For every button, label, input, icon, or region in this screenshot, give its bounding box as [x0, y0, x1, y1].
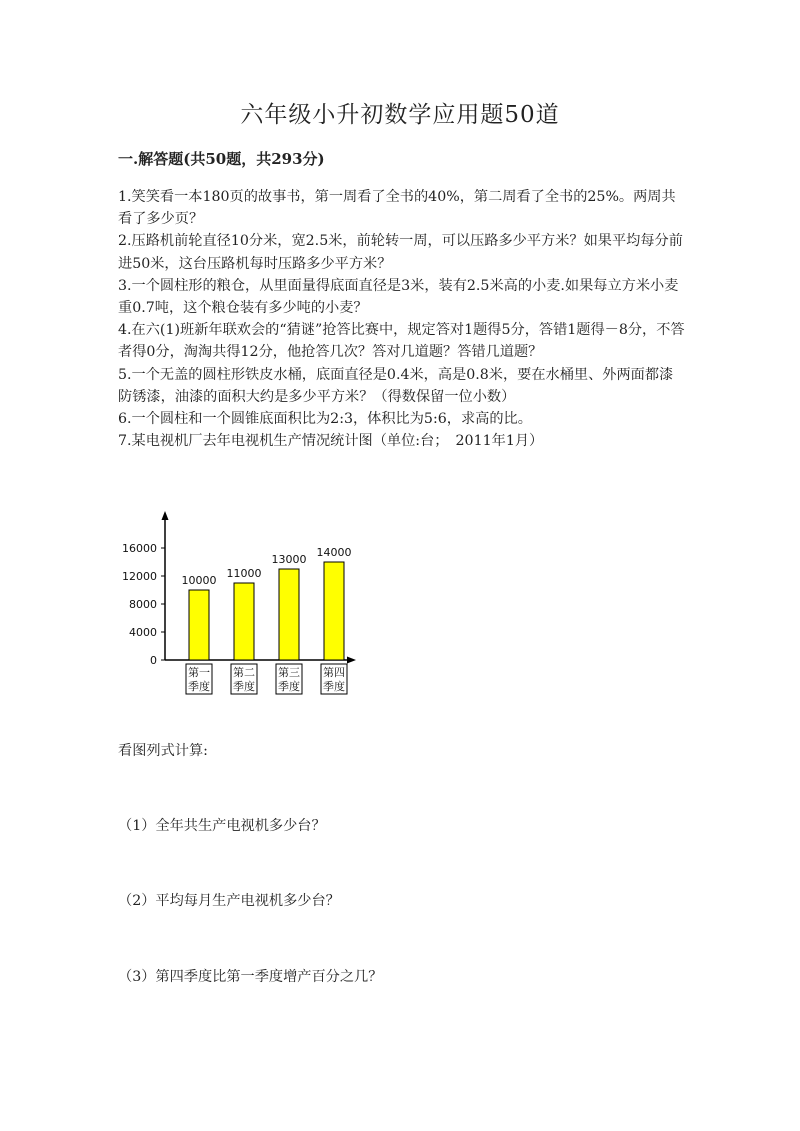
category-label: 第四: [323, 666, 345, 679]
y-tick-label: 8000: [129, 598, 157, 611]
problem-7: 7.某电视机厂去年电视机生产情况统计图（单位:台； 2011年1月）: [118, 433, 544, 450]
bar: [324, 562, 344, 660]
bar: [234, 583, 254, 660]
question-1: （1）全年共生产电视机多少台？: [118, 818, 326, 834]
y-tick-label: 12000: [122, 570, 157, 583]
bar: [189, 590, 209, 660]
category-label: 季度: [233, 680, 255, 693]
bar-value-label: 11000: [226, 567, 262, 580]
bar-value-label: 14000: [316, 546, 352, 559]
bar-chart: [118, 505, 368, 705]
category-label: 第三: [278, 666, 300, 679]
x-axis-arrow: [347, 657, 356, 664]
problem-4: 4.在六(1)班新年联欢会的“猜谜”抢答比赛中，规定答对1题得5分，答错1题得－8分，不答者得0分，淘淘共得12分，他抢答几次？答对几道题？答错几道题？: [118, 322, 685, 361]
question-2: （2）平均每月生产电视机多少台？: [118, 893, 340, 909]
category-label: 第一: [188, 666, 210, 679]
problem-3: 3.一个圆柱形的粮仓，从里面量得底面直径是3米，装有2.5米高的小麦.如果每立方米小麦重0.7吨，这个粮仓装有多少吨的小麦？: [118, 277, 679, 317]
problem-2: 2.压路机前轮直径10分米，宽2.5米，前轮转一周，可以压路多少平方米？如果平均每分前进50米，这台压路机每时压路多少平方米？: [118, 233, 683, 272]
problem-5: 5.一个无盖的圆柱形铁皮水桶，底面直径是0.4米，高是0.8米，要在水桶里、外两面都漆防锈漆，油漆的面积大约是多少平方米？（得数保留一位小数）: [118, 366, 674, 405]
bar-value-label: 10000: [181, 574, 217, 587]
chart-instruction: 看图列式计算:: [118, 743, 208, 759]
y-axis-arrow: [162, 511, 169, 520]
bar-value-label: 13000: [271, 553, 307, 566]
category-label: 季度: [278, 680, 300, 693]
category-label: 季度: [323, 680, 345, 693]
problem-list: [118, 186, 686, 452]
category-label: 季度: [188, 680, 210, 693]
bar: [279, 569, 299, 660]
section-heading: 一.解答题(共50题，共293分): [118, 150, 325, 168]
question-3: （3）第四季度比第一季度增产百分之几？: [118, 969, 383, 985]
y-tick-label: 4000: [129, 626, 157, 639]
y-tick-label: 0: [150, 654, 157, 667]
problem-1: 1.笑笑看一本180页的故事书，第一周看了全书的40%，第二周看了全书的25%。两周共看了多少页？: [118, 189, 676, 228]
page-title: 六年级小升初数学应用题50道: [240, 102, 560, 128]
problem-6: 6.一个圆柱和一个圆锥底面积比为2:3，体积比为5:6，求高的比。: [118, 411, 532, 428]
category-label: 第二: [233, 666, 255, 679]
y-tick-label: 16000: [122, 542, 157, 555]
